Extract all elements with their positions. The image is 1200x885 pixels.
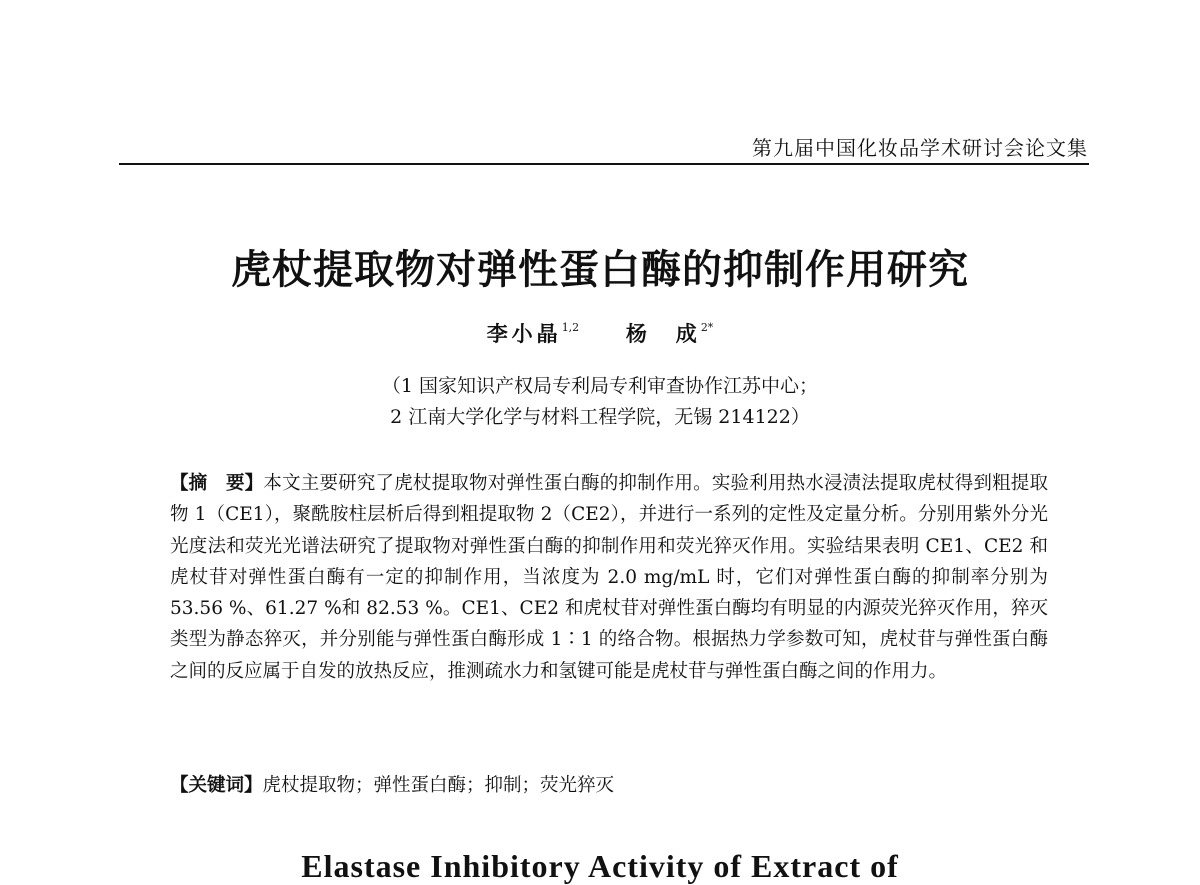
author-name: 李小晶 [486, 321, 562, 346]
paper-title: 虎杖提取物对弹性蛋白酶的抑制作用研究 [231, 247, 969, 293]
keywords [170, 772, 1048, 800]
affiliation-line: 2 江南大学化学与材料工程学院，无锡 214122） [390, 406, 810, 428]
keywords-text: 虎杖提取物；弹性蛋白酶；抑制；荧光猝灭 [262, 775, 615, 796]
keywords-label: 【关键词】 [170, 775, 263, 796]
author-affiliation-mark: 2* [700, 321, 714, 334]
english-title: Elastase Inhibitory Activity of Extract of [301, 848, 899, 884]
affiliation-line: （1 国家知识产权局专利局专利审查协作江苏中心； [381, 375, 819, 397]
author-affiliation-mark: 1,2 [561, 321, 580, 334]
abstract-text: 本文主要研究了虎杖提取物对弹性蛋白酶的抑制作用。实验利用热水浸渍法提取虎杖得到粗提取物 1（CE1），聚酰胺柱层析后得到粗提取物 2（CE2），并进行一系列的定性及定量分析。分别用紫外分光光度法和荧光光谱法研究了提取物对弹性蛋白酶的抑制作用和荧光猝灭作用。实验结果表明 CE1、CE2 和虎杖苷对弹性蛋白酶有一定的抑制作用，当浓度为 2.0 mg/mL 时，它们对弹性蛋白酶的抑制率分别为 53.56 %、61.27 %和 82.53 %。CE1、CE2 和虎杖苷对弹性蛋白酶均有明显的内源荧光猝灭作用，猝灭类型为静态猝灭，并分别能与弹性蛋白酶形成 1∶1 的络合物。根据热力学参数可知，虎杖苷与弹性蛋白酶之间的反应属于自发的放热反应，推测疏水力和氢键可能是虎杖苷与弹性蛋白酶之间的作用力。 [170, 473, 1048, 682]
abstract-label: 【摘 要】 [170, 473, 264, 494]
header-rule [119, 163, 1089, 165]
running-header: 第九届中国化妆品学术研讨会论文集 [752, 136, 1088, 160]
author-name: 杨 成 [625, 321, 701, 346]
abstract [170, 468, 1048, 687]
author-list [0, 318, 1200, 348]
